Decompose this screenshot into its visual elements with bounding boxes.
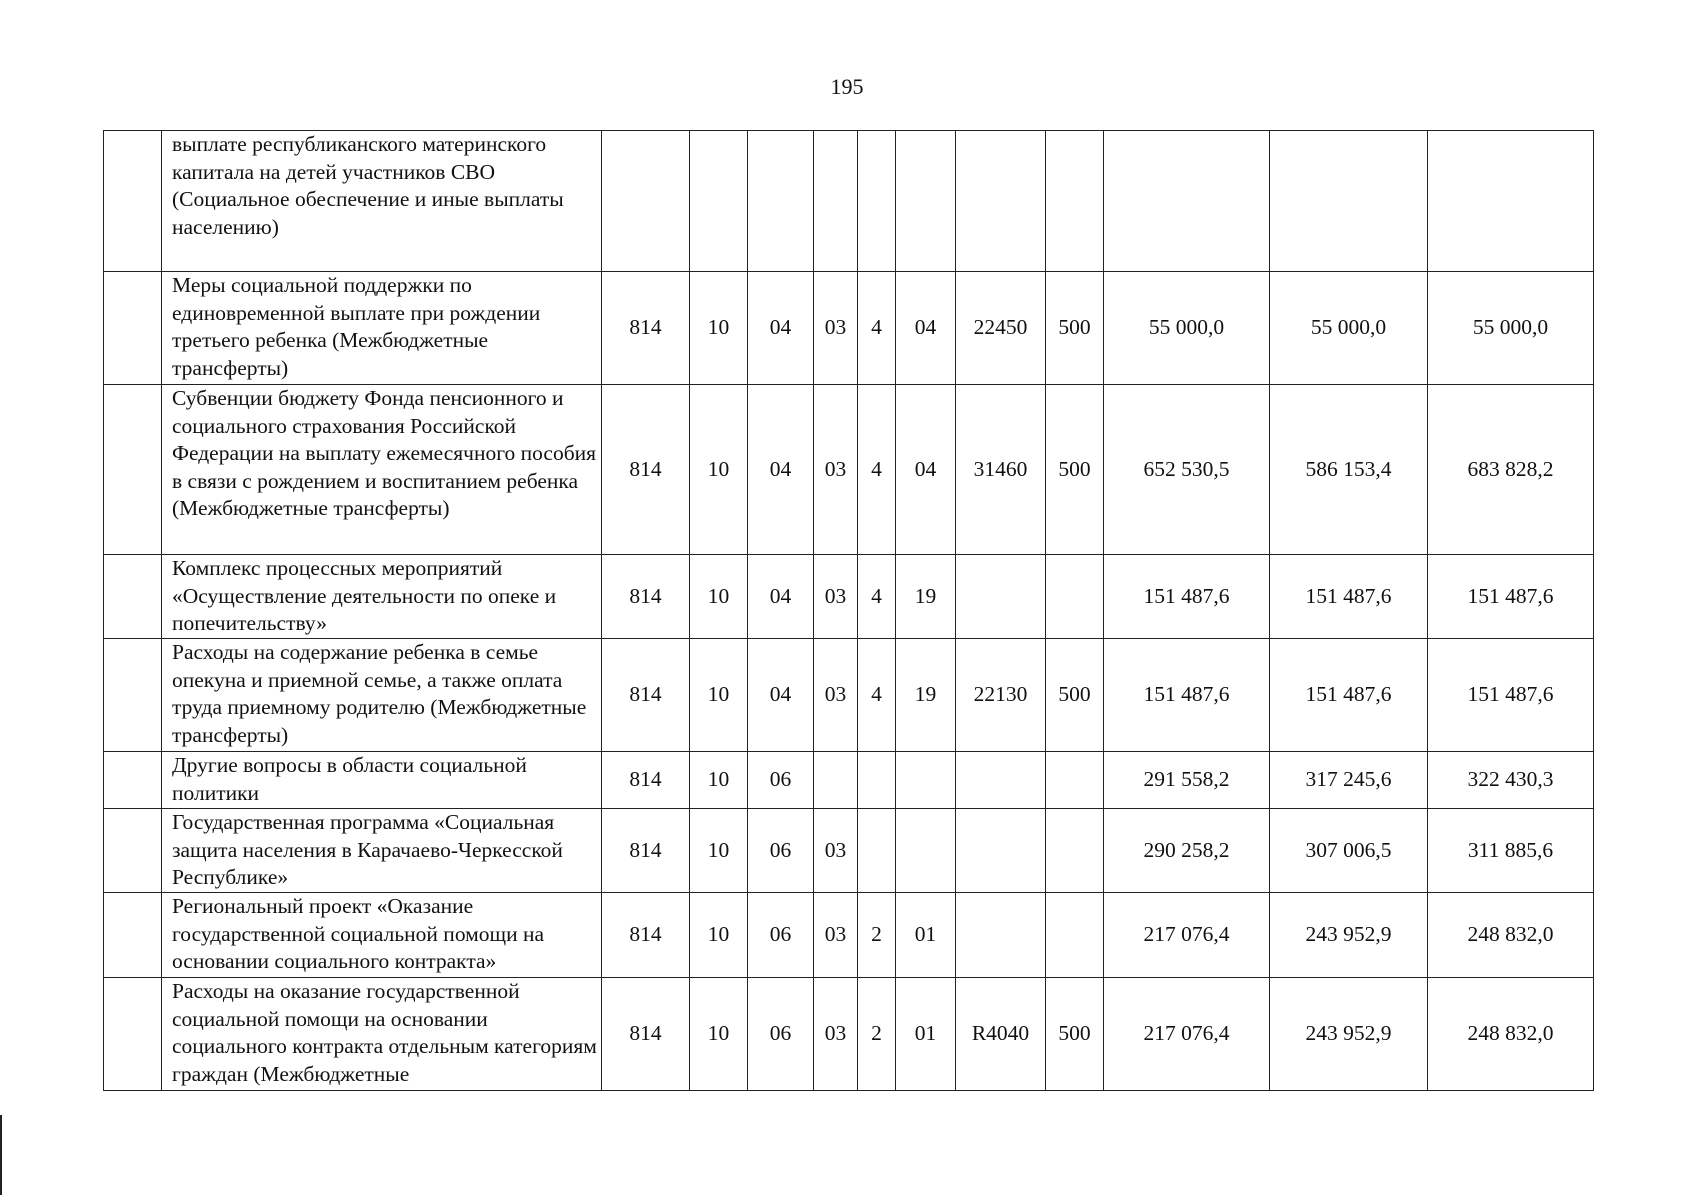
amount-year-2: 151 487,6 [1270,555,1428,639]
item-name: Другие вопросы в области социальной политики [162,752,602,809]
section-code: 10 [690,639,748,752]
direction-code: R4040 [956,978,1046,1091]
scan-edge-mark [0,1115,2,1195]
section-code: 10 [690,385,748,555]
subprogram-code [858,131,896,272]
subsection-code: 04 [748,385,814,555]
item-name: Комплекс процессных мероприятий «Осуществление деятельности по опеке и попечительству» [162,555,602,639]
item-name: Расходы на оказание государственной социальной помощи на основании социального контракта отдельным категориям граждан (Межбюджетные [162,978,602,1091]
event-code [896,131,956,272]
program-code: 03 [814,272,858,385]
section-code: 10 [690,752,748,809]
subsection-code: 06 [748,752,814,809]
program-code: 03 [814,978,858,1091]
event-code [896,809,956,893]
admin-code: 814 [602,752,690,809]
subsection-code: 06 [748,893,814,978]
amount-year-2: 151 487,6 [1270,639,1428,752]
subprogram-code: 4 [858,639,896,752]
amount-year-2: 243 952,9 [1270,893,1428,978]
amount-year-2: 307 006,5 [1270,809,1428,893]
subsection-code: 04 [748,555,814,639]
table-row [104,131,1594,272]
table-row [104,272,1594,385]
amount-year-3: 151 487,6 [1428,639,1594,752]
admin-code [602,131,690,272]
row-number-cell [104,131,162,272]
page-number: 195 [830,74,864,99]
item-name: Меры социальной поддержки по единовременной выплате при рождении третьего ребенка (Межбюджетные трансферты) [162,272,602,385]
amount-year-3: 683 828,2 [1428,385,1594,555]
amount-year-1: 151 487,6 [1104,639,1270,752]
row-number-cell [104,639,162,752]
subprogram-code: 4 [858,555,896,639]
subsection-code: 06 [748,809,814,893]
event-code: 04 [896,385,956,555]
section-code [690,131,748,272]
expense-type-code [1046,809,1104,893]
event-code: 04 [896,272,956,385]
table-row [104,385,1594,555]
program-code [814,131,858,272]
program-code [814,752,858,809]
expense-type-code [1046,752,1104,809]
amount-year-2: 317 245,6 [1270,752,1428,809]
table-row [104,809,1594,893]
row-number-cell [104,978,162,1091]
item-name: Государственная программа «Социальная защита населения в Карачаево-Черкесской Республике» [162,809,602,893]
event-code: 01 [896,893,956,978]
direction-code: 31460 [956,385,1046,555]
row-number-cell [104,893,162,978]
amount-year-1: 291 558,2 [1104,752,1270,809]
program-code: 03 [814,555,858,639]
subprogram-code: 4 [858,272,896,385]
amount-year-1: 652 530,5 [1104,385,1270,555]
subprogram-code: 2 [858,978,896,1091]
subprogram-code [858,809,896,893]
program-code: 03 [814,893,858,978]
program-code: 03 [814,809,858,893]
amount-year-3: 55 000,0 [1428,272,1594,385]
amount-year-2: 243 952,9 [1270,978,1428,1091]
section-code: 10 [690,272,748,385]
row-number-cell [104,272,162,385]
subsection-code: 06 [748,978,814,1091]
row-number-cell [104,752,162,809]
table-row [104,752,1594,809]
expense-type-code [1046,893,1104,978]
amount-year-2: 586 153,4 [1270,385,1428,555]
section-code: 10 [690,978,748,1091]
event-code [896,752,956,809]
direction-code [956,752,1046,809]
direction-code [956,555,1046,639]
amount-year-1 [1104,131,1270,272]
item-name: Субвенции бюджету Фонда пенсионного и социального страхования Российской Федерации на выплату ежемесячного пособия в связи с рождением и воспитанием ребенка (Межбюджетные трансферты) [162,385,602,555]
admin-code: 814 [602,555,690,639]
expense-type-code: 500 [1046,978,1104,1091]
amount-year-1: 217 076,4 [1104,978,1270,1091]
admin-code: 814 [602,272,690,385]
section-code: 10 [690,809,748,893]
subprogram-code: 4 [858,385,896,555]
section-code: 10 [690,893,748,978]
amount-year-2: 55 000,0 [1270,272,1428,385]
direction-code: 22130 [956,639,1046,752]
admin-code: 814 [602,385,690,555]
section-code: 10 [690,555,748,639]
table-row [104,639,1594,752]
amount-year-3: 311 885,6 [1428,809,1594,893]
item-name: выплате республиканского материнского капитала на детей участников СВО (Социальное обеспечение и иные выплаты населению) [162,131,602,272]
row-number-cell [104,385,162,555]
table-row [104,555,1594,639]
amount-year-2 [1270,131,1428,272]
direction-code: 22450 [956,272,1046,385]
amount-year-3: 248 832,0 [1428,893,1594,978]
item-name: Расходы на содержание ребенка в семье опекуна и приемной семье, а также оплата труда приемному родителю (Межбюджетные трансферты) [162,639,602,752]
budget-table [103,130,1594,1091]
expense-type-code: 500 [1046,272,1104,385]
subprogram-code: 2 [858,893,896,978]
program-code: 03 [814,639,858,752]
item-name: Региональный проект «Оказание государственной социальной помощи на основании социального контракта» [162,893,602,978]
admin-code: 814 [602,809,690,893]
row-number-cell [104,809,162,893]
event-code: 19 [896,639,956,752]
amount-year-3: 322 430,3 [1428,752,1594,809]
direction-code [956,893,1046,978]
expense-type-code [1046,131,1104,272]
table-row [104,893,1594,978]
subsection-code: 04 [748,639,814,752]
amount-year-1: 151 487,6 [1104,555,1270,639]
amount-year-1: 217 076,4 [1104,893,1270,978]
subsection-code [748,131,814,272]
amount-year-3 [1428,131,1594,272]
row-number-cell [104,555,162,639]
expense-type-code: 500 [1046,385,1104,555]
direction-code [956,131,1046,272]
event-code: 01 [896,978,956,1091]
expense-type-code [1046,555,1104,639]
program-code: 03 [814,385,858,555]
amount-year-1: 55 000,0 [1104,272,1270,385]
amount-year-3: 151 487,6 [1428,555,1594,639]
expense-type-code: 500 [1046,639,1104,752]
table-row [104,978,1594,1091]
amount-year-1: 290 258,2 [1104,809,1270,893]
admin-code: 814 [602,978,690,1091]
subprogram-code [858,752,896,809]
admin-code: 814 [602,639,690,752]
admin-code: 814 [602,893,690,978]
direction-code [956,809,1046,893]
subsection-code: 04 [748,272,814,385]
amount-year-3: 248 832,0 [1428,978,1594,1091]
event-code: 19 [896,555,956,639]
